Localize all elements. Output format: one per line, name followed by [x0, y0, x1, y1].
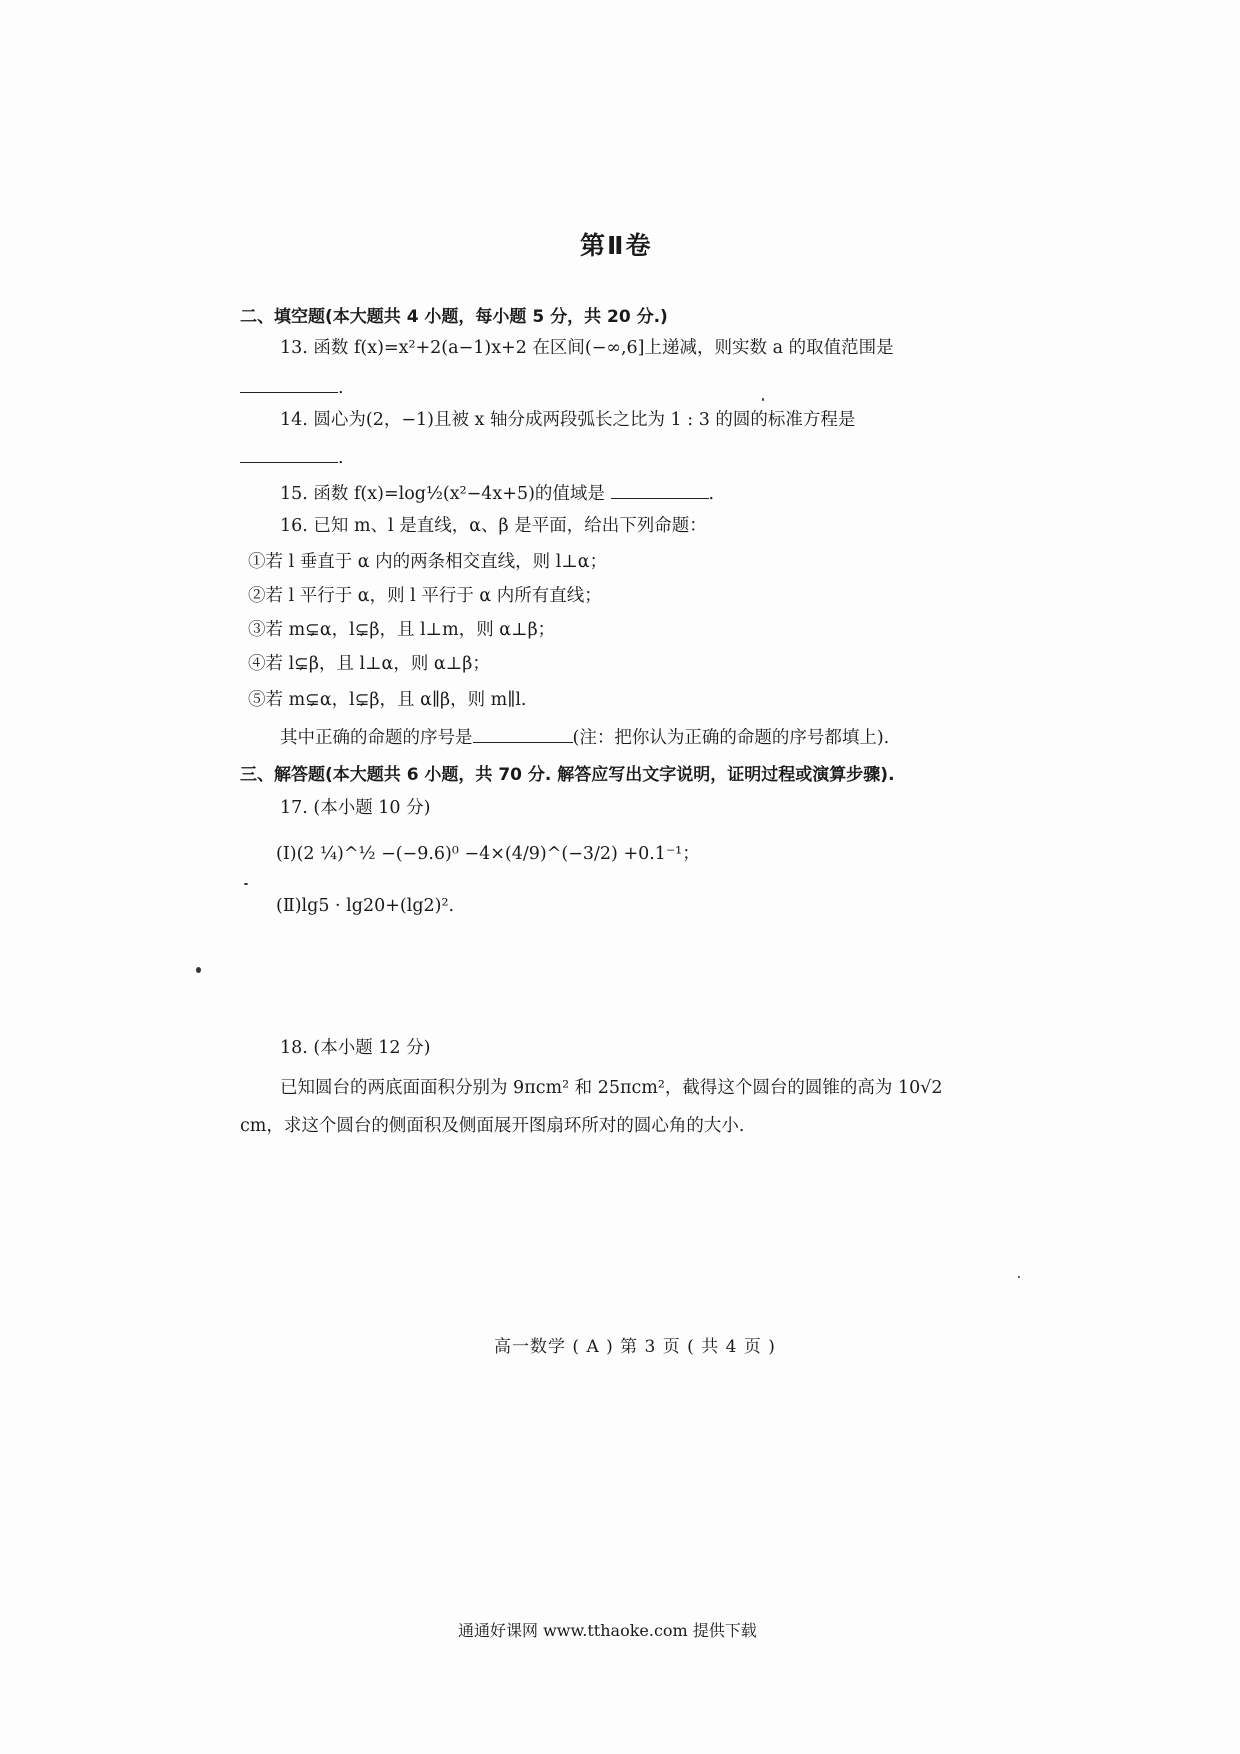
question-15: 15. 函数 f(x)=log½(x²−4x+5)的值域是 .	[280, 480, 714, 506]
answer-blank[interactable]	[240, 374, 338, 393]
question-14: 14. 圆心为(2，−1)且被 x 轴分成两段弧长之比为 1 : 3 的圆的标准方程是	[280, 410, 856, 430]
scan-speck	[196, 967, 201, 973]
proposition-5: ⑤若 m⊊α，l⊊β，且 α∥β，则 m∥l.	[248, 690, 527, 710]
proposition-1: ①若 l 垂直于 α 内的两条相交直线，则 l⊥α；	[248, 552, 608, 572]
question-16: 16. 已知 m、l 是直线，α、β 是平面，给出下列命题：	[280, 516, 707, 536]
question-14-answer: .	[240, 444, 344, 470]
scan-speck	[762, 398, 764, 401]
proposition-4: ④若 l⊊β，且 l⊥α，则 α⊥β；	[248, 654, 490, 674]
proposition-2: ②若 l 平行于 α，则 l 平行于 α 内所有直线；	[248, 586, 602, 606]
question-16-answer: 其中正确的命题的序号是 (注：把你认为正确的命题的序号都填上).	[280, 724, 889, 750]
question-13: 13. 函数 f(x)=x²+2(a−1)x+2 在区间(−∞,6]上递减，则实数 a 的取值范围是	[280, 338, 894, 358]
answer-blank[interactable]	[240, 444, 338, 463]
scan-speck	[244, 883, 248, 885]
question-18-line-1: 已知圆台的两底面面积分别为 9πcm² 和 25πcm²，截得这个圆台的圆锥的高为 10√2	[280, 1078, 943, 1098]
section-fill-in-heading: 二、填空题(本大题共 4 小题，每小题 5 分，共 20 分.)	[240, 307, 668, 327]
question-18-line-2: cm，求这个圆台的侧面积及侧面展开图扇环所对的圆心角的大小.	[240, 1116, 745, 1136]
question-17-part-1: (Ⅰ)(2 ¼)^½ −(−9.6)⁰ −4×(4/9)^(−3/2) +0.1⁻¹；	[276, 844, 700, 864]
question-17-title: 17. (本小题 10 分)	[280, 798, 431, 818]
question-13-answer: .	[240, 374, 344, 400]
scan-speck	[1018, 1276, 1020, 1278]
answer-blank[interactable]	[611, 480, 709, 499]
source-watermark-line: 通通好课网 www.tthaoke.com 提供下载	[458, 1621, 757, 1640]
question-18-title: 18. (本小题 12 分)	[280, 1038, 431, 1058]
section-solve-heading: 三、解答题(本大题共 6 小题，共 70 分. 解答应写出文字说明，证明过程或演算步骤).	[240, 765, 895, 785]
proposition-3: ③若 m⊊α，l⊊β，且 l⊥m，则 α⊥β；	[248, 620, 556, 640]
answer-blank[interactable]	[473, 724, 573, 743]
page-footer: 高一数学 ( A ) 第 3 页 ( 共 4 页 )	[494, 1337, 776, 1357]
question-17-part-2: (Ⅱ)lg5 · lg20+(lg2)².	[276, 896, 455, 916]
part-title: 第Ⅱ卷	[580, 231, 653, 260]
